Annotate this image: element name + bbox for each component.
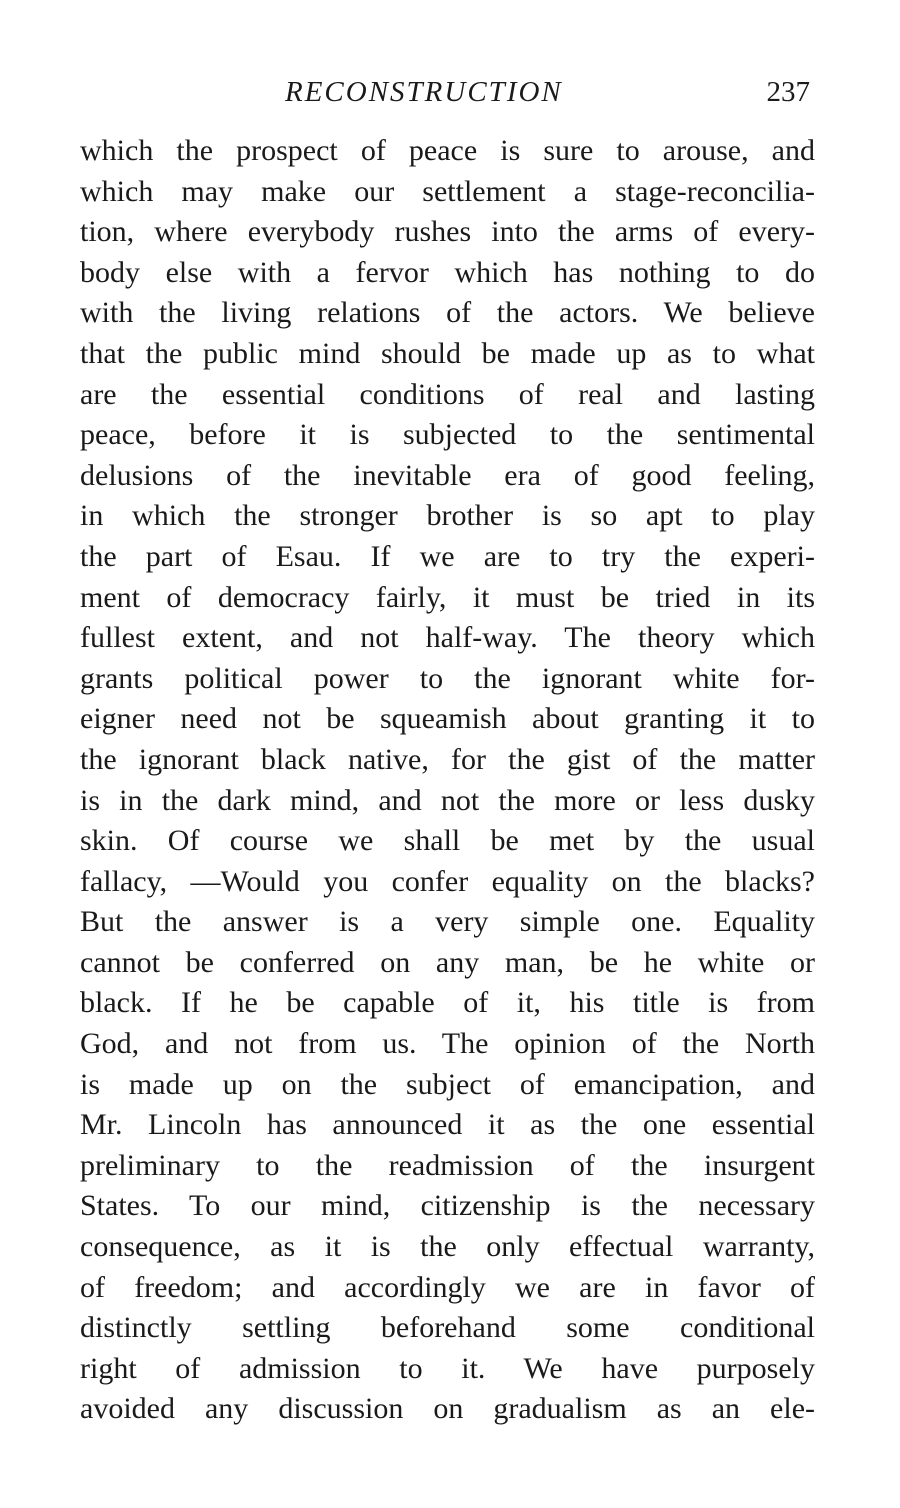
running-head-title: RECONSTRUCTION	[285, 76, 563, 108]
text-line: consequence, as it is the only effectual warranty,	[80, 1230, 815, 1264]
text-line: Mr. Lincoln has announced it as the one essential	[80, 1108, 815, 1142]
text-line: with the living relations of the actors. We believe	[80, 296, 815, 330]
text-line: grants political power to the ignorant white for-	[80, 661, 815, 695]
body-text	[80, 131, 815, 1430]
text-line: peace, before it is subjected to the sentimental	[80, 418, 815, 452]
text-line: But the answer is a very simple one. Equality	[80, 905, 815, 939]
text-line: ment of democracy fairly, it must be tried in its	[80, 580, 815, 614]
text-line: distinctly settling beforehand some conditional	[80, 1311, 815, 1345]
text-line: tion, where everybody rushes into the arms of every-	[80, 215, 815, 249]
text-line: are the essential conditions of real and lasting	[80, 377, 815, 411]
text-line: skin. Of course we shall be met by the usual	[80, 824, 815, 858]
text-line: that the public mind should be made up as to what	[80, 336, 815, 370]
text-line: States. To our mind, citizenship is the necessary	[80, 1189, 815, 1223]
text-line: the part of Esau. If we are to try the experi-	[80, 539, 815, 573]
text-line: black. If he be capable of it, his title is from	[80, 986, 815, 1020]
text-line: which may make our settlement a stage-reconcilia-	[80, 174, 815, 208]
text-line: is in the dark mind, and not the more or less dusky	[80, 783, 815, 817]
text-line: preliminary to the readmission of the insurgent	[80, 1148, 815, 1182]
text-line: fullest extent, and not half-way. The theory which	[80, 621, 815, 655]
text-line: the ignorant black native, for the gist of the matter	[80, 742, 815, 776]
page-number: 237	[766, 76, 810, 108]
text-line: body else with a fervor which has nothing to do	[80, 255, 815, 289]
text-line: which the prospect of peace is sure to arouse, and	[80, 134, 815, 167]
text-line: in which the stronger brother is so apt to play	[80, 499, 815, 533]
text-line: delusions of the inevitable era of good feeling,	[80, 458, 815, 492]
text-line: avoided any discussion on gradualism as an ele-	[80, 1392, 815, 1426]
text-line: fallacy, —Would you confer equality on the blacks?	[80, 864, 815, 898]
running-head	[80, 72, 810, 112]
text-line: right of admission to it. We have purposely	[80, 1351, 815, 1385]
text-line: of freedom; and accordingly we are in favor of	[80, 1270, 815, 1304]
text-line: eigner need not be squeamish about granting it to	[80, 702, 815, 736]
text-line: cannot be conferred on any man, be he white or	[80, 945, 815, 979]
text-line: God, and not from us. The opinion of the North	[80, 1027, 815, 1061]
text-line: is made up on the subject of emancipation, and	[80, 1067, 815, 1101]
